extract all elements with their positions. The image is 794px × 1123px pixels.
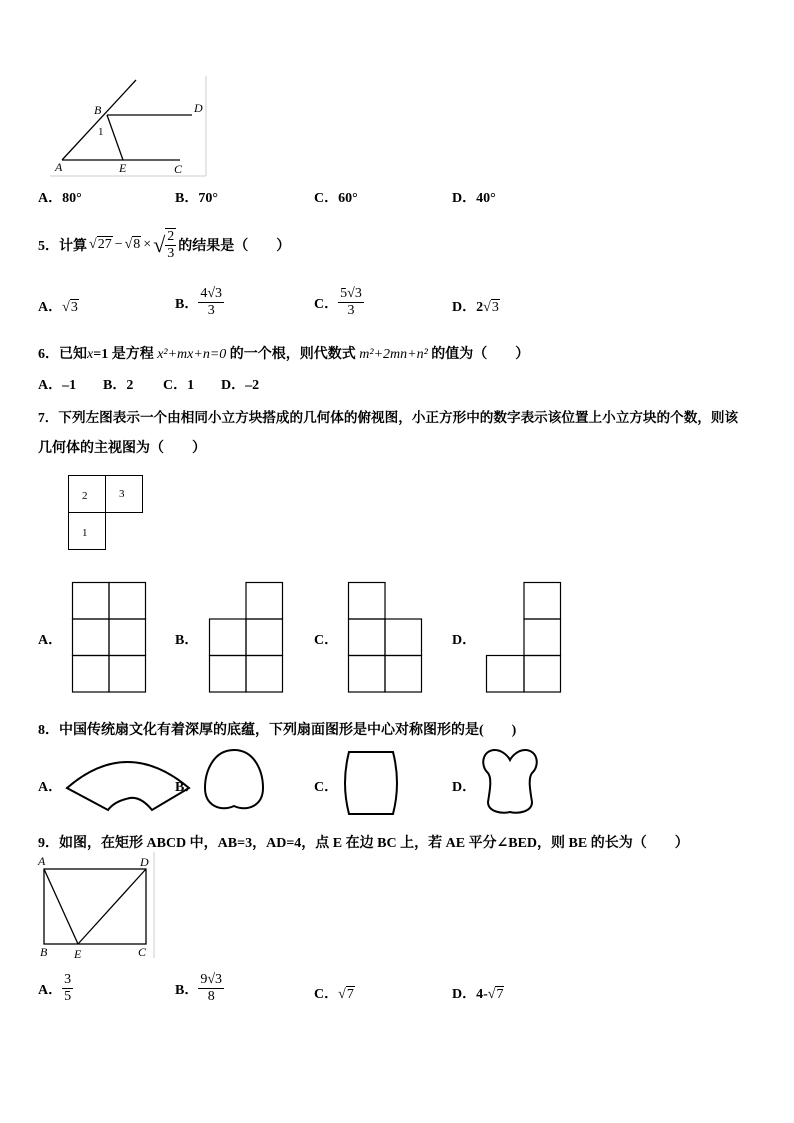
q5-sqrt-27: √27 [89, 237, 112, 253]
q5-option-b[interactable]: B． $\frac{4√3}{3}$ [175, 286, 223, 319]
q7-option-b-figure[interactable] [209, 582, 283, 693]
line-be [107, 115, 123, 160]
label-d: D [140, 855, 149, 869]
q4-option-d[interactable]: D．40° [452, 191, 496, 206]
q7-top-view-grid [68, 475, 144, 551]
label-d: D [194, 101, 203, 115]
label-b: B [94, 103, 102, 117]
label-c: C [138, 945, 147, 959]
q7-option-d-figure[interactable] [486, 582, 562, 693]
label-a: A [38, 854, 46, 868]
q4-option-c[interactable]: C．60° [314, 191, 358, 206]
q8-option-c-label[interactable]: C． [314, 780, 339, 795]
q6-option-d[interactable]: D．–2 [221, 378, 260, 393]
q8-option-d-fan[interactable] [480, 748, 540, 816]
q8-option-d-label[interactable]: D． [452, 780, 477, 795]
label-b: B [40, 945, 48, 959]
q8-option-a-label[interactable]: A． [38, 780, 63, 795]
q5-stem [38, 228, 290, 262]
q9-option-b[interactable]: B． $\frac{9√3}{8}$ [175, 972, 223, 1005]
q7-option-a-label[interactable]: A． [38, 633, 63, 648]
q7-line1: 7．下列左图表示一个由相同小立方块搭成的几何体的俯视图，小正方形中的数字表示该位置上小立方块的个数，则该 [38, 410, 739, 425]
q7-option-b-label[interactable]: B． [175, 633, 199, 648]
label-e: E [119, 161, 127, 175]
q8-stem: 8．中国传统扇文化有着深厚的底蕴，下列扇面图形是中心对称图形的是( ) [38, 723, 517, 738]
q8-option-b-fan[interactable] [203, 748, 265, 814]
q8-option-b-label[interactable]: B． [175, 780, 199, 795]
q9-option-a[interactable]: A． $\frac{3}{5}$ [38, 972, 72, 1005]
q5-option-a[interactable]: A．√3 [38, 300, 78, 315]
q5-option-c[interactable]: C． $\frac{5√3}{3}$ [314, 286, 362, 319]
q8-option-c-fan[interactable] [343, 750, 399, 816]
q9-stem: 9．如图，在矩形 ABCD 中，AB=3，AD=4，点 E 在边 BC 上，若 AE 平分∠BED，则 BE 的长为（ ） [38, 836, 689, 851]
q9-rectangle-figure [36, 852, 158, 960]
q9-option-c[interactable]: C．√7 [314, 987, 354, 1002]
q4-option-b[interactable]: B．70° [175, 191, 218, 206]
line-a-ray [62, 80, 136, 160]
q7-option-c-label[interactable]: C． [314, 633, 339, 648]
q6-option-b[interactable]: B．2 [103, 378, 134, 393]
label-a: A [55, 160, 63, 174]
q7-option-d-label[interactable]: D． [452, 633, 477, 648]
q5-prefix: 5．计算 [38, 239, 87, 255]
grid-num-1: 1 [82, 527, 88, 539]
q4-figure [50, 76, 210, 180]
q7-option-a-figure[interactable] [72, 582, 146, 693]
q6-option-c[interactable]: C．1 [163, 378, 195, 393]
q5-times: × [143, 237, 152, 253]
label-e: E [74, 947, 82, 961]
q4-option-a[interactable]: A．80° [38, 191, 82, 206]
q5-option-d[interactable]: D．2√3 [452, 300, 499, 315]
grid-num-3: 3 [119, 488, 125, 500]
q6-stem: 6．已知x=1 是方程 x²+mx+n=0 的一个根，则代数式 m²+2mn+n² 的值为（ ） [38, 347, 530, 362]
q5-sqrt-8: √8 [124, 237, 141, 253]
q9-option-d[interactable]: D．4-√7 [452, 987, 504, 1002]
q5-suffix: 的结果是（ ） [178, 239, 291, 255]
q7-option-c-figure[interactable] [348, 582, 422, 693]
grid-num-2: 2 [82, 490, 88, 502]
q6-option-a[interactable]: A．–1 [38, 378, 77, 393]
q7-line2: 几何体的主视图为（ ） [38, 441, 206, 456]
label-1: 1 [98, 126, 104, 138]
q5-minus: − [114, 237, 123, 253]
label-c: C [174, 162, 183, 176]
q5-sqrt-frac: √ $\frac{2}{3}$ [153, 229, 175, 262]
